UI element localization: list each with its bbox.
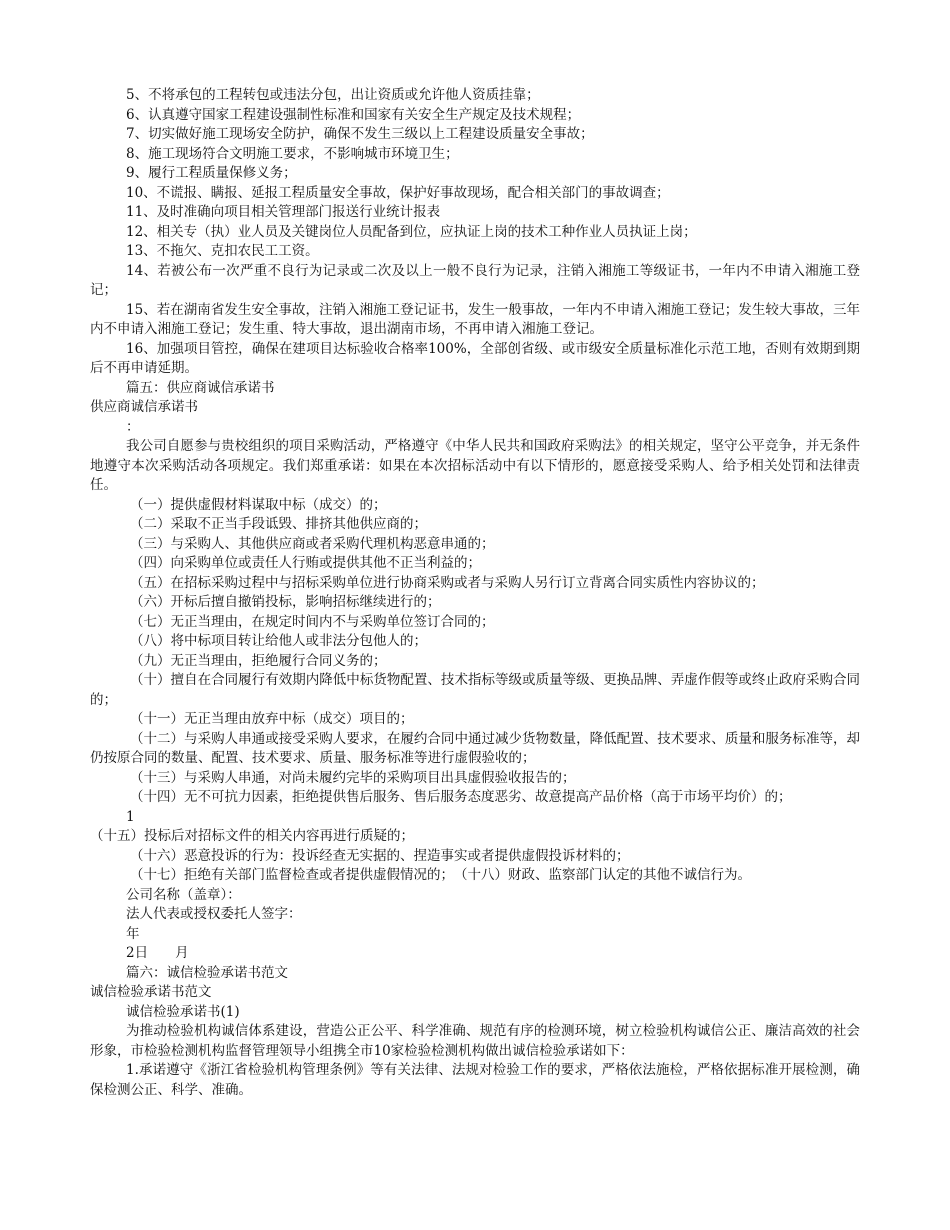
clause-8: 8、施工现场符合文明施工要求，不影响城市环境卫生；: [126, 145, 459, 162]
supplier-item-7: （七）无正当理由，在规定时间内不与采购单位签订合同的；: [130, 613, 495, 630]
clause-12: 12、相关专（执）业人员及关键岗位人员配备到位，应执证上岗的技术工种作业人员执证上岗；: [126, 223, 697, 240]
document-title-supplier: 供应商诚信承诺书: [90, 399, 198, 415]
supplier-item-14: （十四）无不可抗力因素，拒绝提供售后服务、售后服务态度恶劣、故意提高产品价格（高于市场平均价）的；: [130, 789, 792, 805]
clause-9: 9、履行工程质量保修义务；: [126, 165, 297, 181]
supplier-item-16: （十六）恶意投诉的行为：投诉经查无实据的、捏造事实或者提供虚假投诉材料的；: [130, 847, 630, 864]
document-title-inspection: 诚信检验承诺书范文: [90, 984, 212, 1000]
inspection-subtitle: 诚信检验承诺书(1): [126, 1003, 240, 1020]
supplier-item-12: （十二）与采购人串通或接受采购人要求，在履约合同中通过减少货物数量，降低配置、技术要求、质量和服务标准等，却仍按原合同的数量、配置、技术要求、质量、服务标准等进行虚假验收的；: [90, 730, 860, 766]
document-body: [90, 86, 860, 1100]
supplier-item-4: （四）向采购单位或责任人行贿或提供其他不正当利益的；: [130, 555, 481, 571]
inspection-item-1: 1.承诺遵守《浙江省检验机构管理条例》等有关法律、法规对检验工作的要求，严格依法施检，严格依据标准开展检测，确保检测公正、科学、准确。: [90, 1062, 860, 1098]
date-day-month-field: 2日 月: [126, 945, 189, 961]
section-heading-6: 篇六：诚信检验承诺书范文: [126, 964, 288, 981]
supplier-item-17-18: （十七）拒绝有关部门监督检查或者提供虚假情况的； （十八）财政、监察部门认定的其他不诚信行为。: [130, 867, 751, 883]
section-heading-5: 篇五：供应商诚信承诺书: [126, 379, 275, 396]
clause-7: 7、切实做好施工现场安全防护，确保不发生三级以上工程建设质量安全事故；: [126, 126, 594, 142]
supplier-item-5: （五）在招标采购过程中与招标采购单位进行协商采购或者与采购人另行订立背离合同实质性内容协议的；: [130, 574, 765, 591]
supplier-item-11: （十一）无正当理由放弃中标（成交）项目的；: [130, 711, 414, 727]
clause-13: 13、不拖欠、克扣农民工工资。: [126, 243, 319, 259]
date-year-field: 年: [126, 925, 140, 942]
supplier-item-13: （十三）与采购人串通，对尚未履约完毕的采购项目出具虚假验收报告的；: [130, 769, 576, 786]
supplier-item-9: （九）无正当理由，拒绝履行合同义务的；: [130, 652, 387, 669]
clause-5: 5、不将承包的工程转包或违法分包，出让资质或允许他人资质挂靠；: [126, 87, 540, 103]
supplier-item-15: （十五）投标后对招标文件的相关内容再进行质疑的；: [90, 828, 414, 844]
page-number: 1: [126, 808, 135, 825]
supplier-item-6: （六）开标后擅自撤销投标，影响招标继续进行的；: [130, 594, 441, 610]
clause-14: 14、若被公布一次严重不良行为记录或二次及以上一般不良行为记录，注销入湘施工等级证书，一年内不申请入湘施工登记；: [90, 262, 860, 298]
supplier-item-8: （八）将中标项目转让给他人或非法分包他人的；: [130, 633, 427, 649]
supplier-item-3: （三）与采购人、其他供应商或者采购代理机构恶意串通的；: [130, 535, 495, 552]
inspection-intro-paragraph: 为推动检验机构诚信体系建设，营造公正公平、科学准确、规范有序的检测环境，树立检验机构诚信公正、廉洁高效的社会形象，市检验检测机构监督管理领导小组携全市10家检验检测机构做出诚信检验承诺如下：: [90, 1023, 860, 1059]
signature-field: 法人代表或授权委托人签字：: [126, 906, 302, 922]
company-name-field: 公司名称（盖章）：: [126, 886, 241, 903]
supplier-item-10: （十）擅自在合同履行有效期内降低中标货物配置、技术指标等级或质量等级、更换品牌、弄虚作假等或终止政府采购合同的；: [90, 672, 860, 708]
clause-15: 15、若在湖南省发生安全事故，注销入湘施工登记证书，发生一般事故，一年内不申请入湘施工登记；发生较大事故，三年内不申请入湘施工登记；发生重、特大事故，退出湖南市场，不再申请入湘施工登记。: [90, 301, 860, 337]
supplier-item-2: （二）采取不正当手段诋毁、排挤其他供应商的；: [130, 516, 427, 532]
clause-16: 16、加强项目管控，确保在建项目达标验收合格率100%，全部创省级、或市级安全质量标准化示范工地，否则有效期到期后不再申请延期。: [90, 340, 860, 376]
clause-11: 11、及时准确向项目相关管理部门报送行业统计报表: [126, 204, 441, 220]
supplier-intro-paragraph: 我公司自愿参与贵校组织的项目采购活动，严格遵守《中华人民共和国政府采购法》的相关规定，坚守公平竞争，并无条件地遵守本次采购活动各项规定。我们郑重承诺：如果在本次招标活动中有以下情形的，愿意接受采购人、给予相关处罚和法律责任。: [90, 438, 860, 493]
clause-6: 6、认真遵守国家工程建设强制性标准和国家有关安全生产规定及技术规程；: [126, 106, 581, 123]
supplier-item-1: （一）提供虚假材料谋取中标（成交）的；: [130, 496, 387, 513]
addressee-colon: ：: [126, 418, 140, 435]
clause-10: 10、不谎报、瞒报、延报工程质量安全事故，保护好事故现场，配合相关部门的事故调查；: [126, 184, 670, 201]
